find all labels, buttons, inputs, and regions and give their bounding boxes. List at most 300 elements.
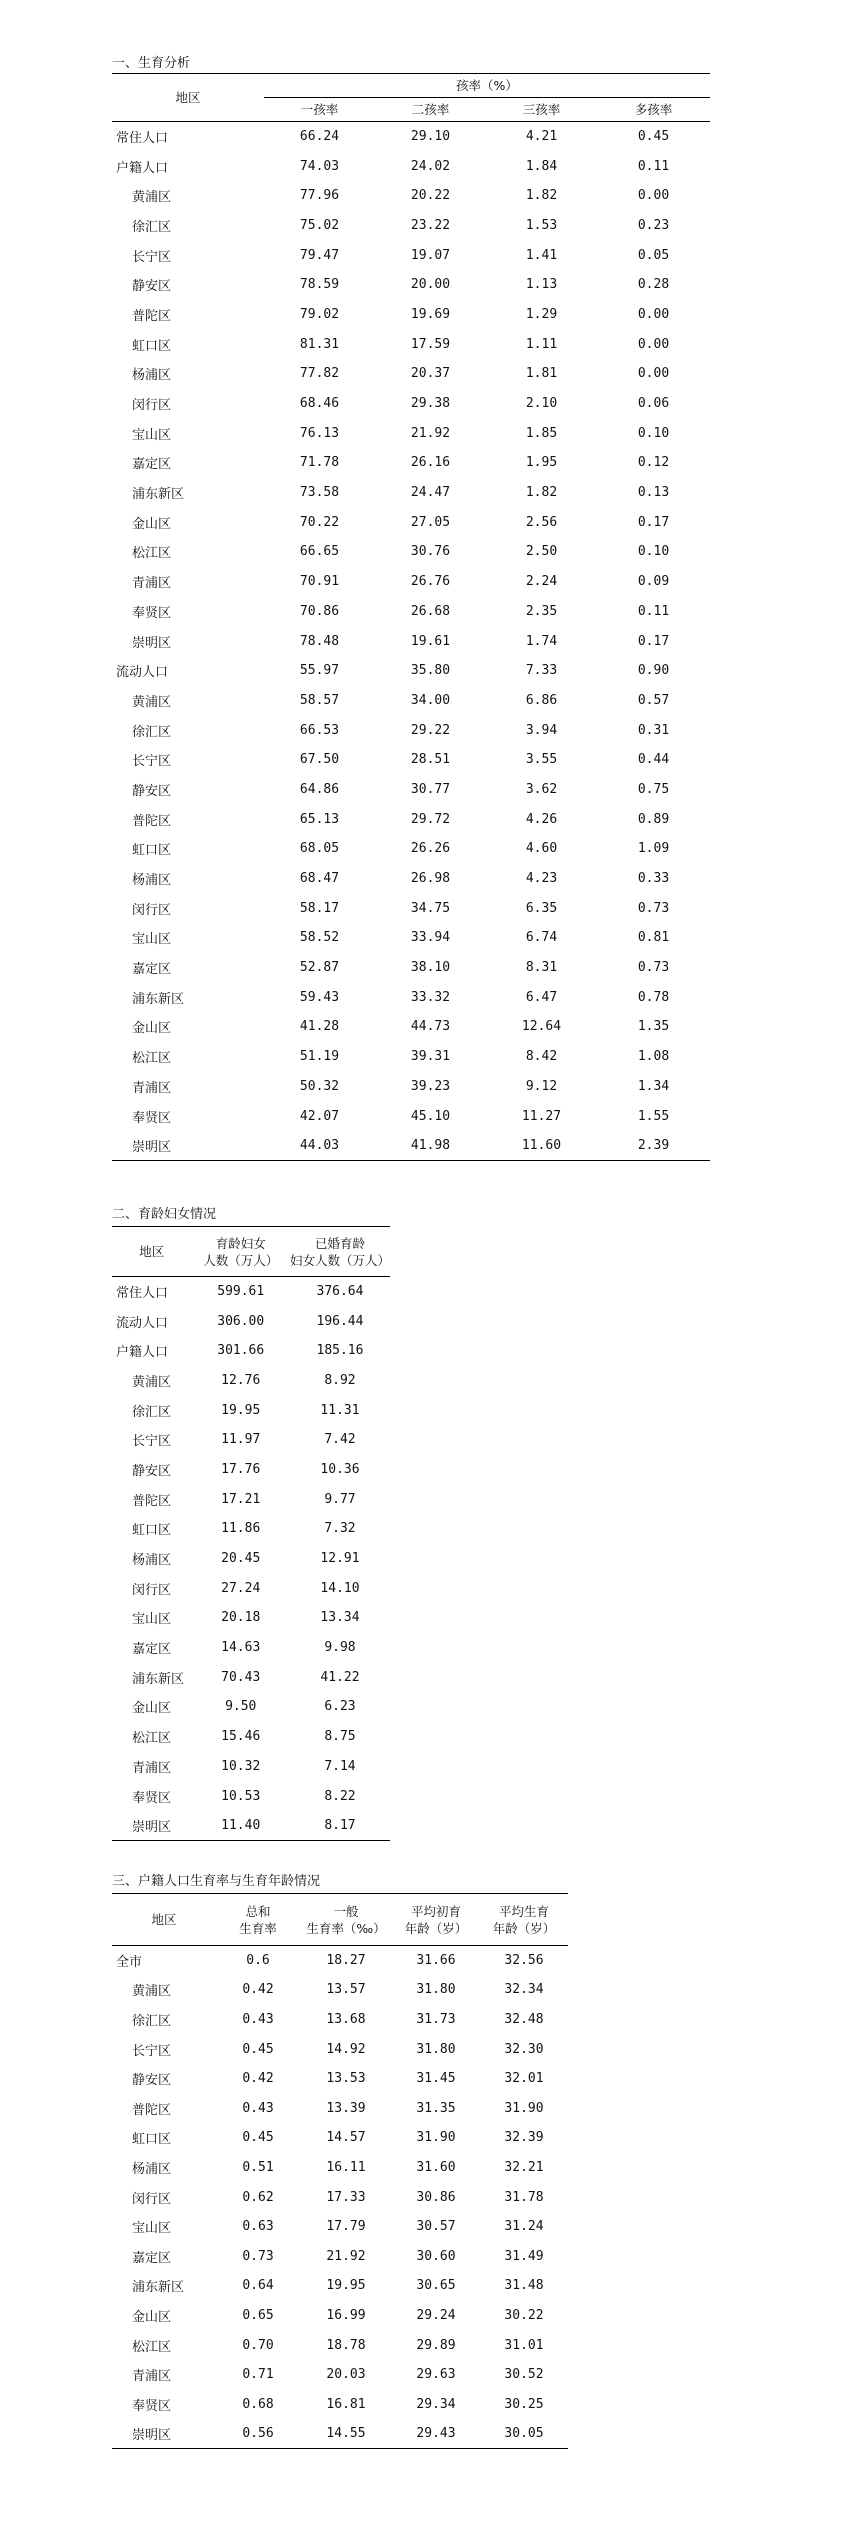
row-region-label: 宝山区 xyxy=(132,427,172,443)
row-region-label: 长宁区 xyxy=(132,2043,172,2059)
cell-value: 0.28 xyxy=(637,277,670,293)
cell-value: 73.58 xyxy=(299,485,340,501)
cell-value: 51.19 xyxy=(299,1049,340,1065)
cell-value: 68.05 xyxy=(299,841,340,857)
row-region-label: 流动人口 xyxy=(116,665,169,681)
table-row xyxy=(112,1395,390,1425)
cell-value: 3.55 xyxy=(525,752,558,768)
cell-value: 35.80 xyxy=(410,663,451,679)
table-row xyxy=(112,1306,390,1336)
row-region-label: 金山区 xyxy=(132,1701,172,1717)
section1-title: 一、生育分析 xyxy=(112,56,191,71)
cell-value: 77.82 xyxy=(299,366,340,382)
cell-value: 39.23 xyxy=(410,1078,451,1094)
table-row xyxy=(112,1781,390,1811)
cell-value: 9.98 xyxy=(324,1640,356,1656)
cell-value: 0.00 xyxy=(637,366,670,382)
table-row xyxy=(112,1072,710,1102)
table-row xyxy=(112,211,710,241)
cell-value: 31.45 xyxy=(416,2071,456,2087)
cell-value: 2.50 xyxy=(525,544,558,560)
cell-value: 7.32 xyxy=(324,1521,356,1537)
cell-value: 13.53 xyxy=(326,2071,366,2087)
cell-value: 11.40 xyxy=(192,1811,290,1841)
cell-value: 30.22 xyxy=(504,2307,544,2323)
table-row xyxy=(112,389,710,419)
header-col-1: 一般 生育率（‰） xyxy=(300,1894,392,1946)
cell-value: 0.56 xyxy=(216,2419,300,2449)
cell-value: 11.31 xyxy=(320,1402,360,1418)
cell-value: 8.31 xyxy=(525,960,558,976)
cell-value: 66.53 xyxy=(299,722,340,738)
table-row xyxy=(112,745,710,775)
row-region-label: 浦东新区 xyxy=(132,991,185,1007)
cell-value: 30.77 xyxy=(410,781,451,797)
cell-value: 29.34 xyxy=(416,2396,456,2412)
cell-value: 27.05 xyxy=(410,514,451,530)
table-row xyxy=(112,893,710,923)
row-region-label: 闵行区 xyxy=(132,2191,172,2207)
cell-value: 44.03 xyxy=(264,1131,375,1161)
cell-value: 0.05 xyxy=(637,247,670,263)
cell-value: 52.87 xyxy=(299,960,340,976)
cell-value: 8.42 xyxy=(525,1049,558,1065)
cell-value: 4.21 xyxy=(525,129,558,145)
row-region-label: 长宁区 xyxy=(132,1434,172,1450)
cell-value: 1.95 xyxy=(525,455,558,471)
table-row xyxy=(112,2301,568,2331)
cell-value: 13.39 xyxy=(326,2100,366,2116)
header-region: 地区 xyxy=(112,1894,216,1946)
table-row xyxy=(112,2182,568,2212)
cell-value: 0.09 xyxy=(637,574,670,590)
cell-value: 31.01 xyxy=(504,2337,544,2353)
cell-value: 6.23 xyxy=(324,1699,356,1715)
cell-value: 21.92 xyxy=(410,425,451,441)
cell-value: 32.30 xyxy=(504,2041,544,2057)
row-region-label: 长宁区 xyxy=(132,249,172,265)
cell-value: 0.75 xyxy=(637,781,670,797)
cell-value: 32.21 xyxy=(504,2159,544,2175)
row-region-label: 金山区 xyxy=(132,516,172,532)
cell-value: 12.64 xyxy=(521,1019,562,1035)
cell-value: 11.97 xyxy=(221,1432,261,1448)
cell-value: 0.43 xyxy=(242,2011,274,2027)
cell-value: 0.06 xyxy=(637,396,670,412)
cell-value: 29.63 xyxy=(416,2367,456,2383)
row-region-label: 奉贤区 xyxy=(132,1790,172,1806)
cell-value: 33.32 xyxy=(410,989,451,1005)
cell-value: 9.50 xyxy=(225,1699,257,1715)
cell-value: 6.86 xyxy=(525,692,558,708)
table-row xyxy=(112,329,710,359)
header-col-1: 二孩率 xyxy=(375,98,486,122)
cell-value: 0.6 xyxy=(246,1953,270,1969)
cell-value: 19.61 xyxy=(410,633,451,649)
cell-value: 10.53 xyxy=(221,1788,261,1804)
cell-value: 14.63 xyxy=(221,1640,261,1656)
table-row xyxy=(112,240,710,270)
row-region-label: 静安区 xyxy=(132,783,172,799)
cell-value: 6.35 xyxy=(525,900,558,916)
cell-value: 59.43 xyxy=(299,989,340,1005)
cell-value: 19.95 xyxy=(221,1402,261,1418)
cell-value: 0.42 xyxy=(242,1982,274,1998)
cell-value: 4.23 xyxy=(525,871,558,887)
row-region-label: 黄浦区 xyxy=(132,1984,172,2000)
cell-value: 41.98 xyxy=(375,1131,486,1161)
cell-value: 30.60 xyxy=(416,2248,456,2264)
cell-value: 0.65 xyxy=(242,2307,274,2323)
section3-title: 三、户籍人口生育率与生育年龄情况 xyxy=(112,1874,321,1889)
table-row xyxy=(112,1484,390,1514)
cell-value: 2.24 xyxy=(525,574,558,590)
cell-value: 2.56 xyxy=(525,514,558,530)
cell-value: 31.48 xyxy=(504,2278,544,2294)
cell-value: 0.81 xyxy=(637,930,670,946)
cell-value: 0.45 xyxy=(637,129,670,145)
cell-value: 16.99 xyxy=(326,2307,366,2323)
row-region-label: 户籍人口 xyxy=(116,1345,169,1361)
cell-value: 70.86 xyxy=(299,603,340,619)
row-region-label: 户籍人口 xyxy=(116,160,169,176)
cell-value: 0.10 xyxy=(637,425,670,441)
cell-value: 32.56 xyxy=(504,1953,544,1969)
row-region-label: 虹口区 xyxy=(132,1523,172,1539)
row-region-label: 徐汇区 xyxy=(132,724,172,740)
cell-value: 11.27 xyxy=(521,1108,562,1124)
cell-value: 0.68 xyxy=(242,2396,274,2412)
cell-value: 75.02 xyxy=(299,217,340,233)
row-region-label: 徐汇区 xyxy=(132,2013,172,2029)
table-row xyxy=(112,686,710,716)
cell-value: 31.24 xyxy=(504,2219,544,2235)
cell-value: 14.57 xyxy=(326,2130,366,2146)
table-row xyxy=(112,1975,568,2005)
cell-value: 58.17 xyxy=(299,900,340,916)
table-row xyxy=(112,2064,568,2094)
cell-value: 28.51 xyxy=(410,752,451,768)
cell-value: 0.10 xyxy=(637,544,670,560)
row-region-label: 虹口区 xyxy=(132,338,172,354)
table-row xyxy=(112,567,710,597)
cell-value: 3.62 xyxy=(525,781,558,797)
table-row xyxy=(112,537,710,567)
row-region-label: 杨浦区 xyxy=(132,2161,172,2177)
row-region-label: 普陀区 xyxy=(132,2102,172,2118)
cell-value: 8.75 xyxy=(324,1729,356,1745)
fertility-age-table xyxy=(112,1893,568,2449)
cell-value: 1.34 xyxy=(637,1078,670,1094)
cell-value: 0.70 xyxy=(242,2337,274,2353)
cell-value: 38.10 xyxy=(410,960,451,976)
cell-value: 599.61 xyxy=(217,1284,265,1300)
row-region-label: 浦东新区 xyxy=(132,487,185,503)
cell-value: 1.11 xyxy=(525,336,558,352)
table-row xyxy=(112,1603,390,1633)
table-row xyxy=(112,2093,568,2123)
table-row xyxy=(112,1692,390,1722)
cell-value: 26.68 xyxy=(410,603,451,619)
row-region-label: 宝山区 xyxy=(132,1612,172,1628)
row-region-label: 流动人口 xyxy=(116,1315,169,1331)
cell-value: 0.23 xyxy=(637,217,670,233)
cell-value: 17.59 xyxy=(410,336,451,352)
cell-value: 81.31 xyxy=(299,336,340,352)
table-row xyxy=(112,982,710,1012)
row-region-label: 嘉定区 xyxy=(132,2250,172,2266)
cell-value: 0.78 xyxy=(637,989,670,1005)
header-col-3: 平均生育 年龄（岁） xyxy=(480,1894,568,1946)
row-region-label: 青浦区 xyxy=(132,576,172,592)
cell-value: 0.44 xyxy=(637,752,670,768)
cell-value: 29.38 xyxy=(410,396,451,412)
cell-value: 0.89 xyxy=(637,811,670,827)
cell-value: 301.66 xyxy=(217,1343,265,1359)
cell-value: 67.50 xyxy=(299,752,340,768)
cell-value: 17.33 xyxy=(326,2189,366,2205)
cell-value: 58.52 xyxy=(299,930,340,946)
table-row xyxy=(112,1514,390,1544)
cell-value: 29.22 xyxy=(410,722,451,738)
cell-value: 71.78 xyxy=(299,455,340,471)
fertility-rate-table xyxy=(112,73,710,1161)
cell-value: 17.21 xyxy=(221,1491,261,1507)
header-rate-group: 孩率（%） xyxy=(264,74,710,98)
cell-value: 66.65 xyxy=(299,544,340,560)
cell-value: 17.79 xyxy=(326,2219,366,2235)
table-row xyxy=(112,1811,390,1841)
table-row xyxy=(112,2034,568,2064)
table-row xyxy=(112,1366,390,1396)
cell-value: 70.43 xyxy=(221,1669,261,1685)
cell-value: 1.35 xyxy=(637,1019,670,1035)
cell-value: 32.48 xyxy=(504,2011,544,2027)
women-childbearing-age-table xyxy=(112,1226,390,1841)
row-region-label: 奉贤区 xyxy=(132,1110,172,1126)
cell-value: 79.02 xyxy=(299,306,340,322)
row-region-label: 虹口区 xyxy=(132,2132,172,2148)
table-row xyxy=(112,775,710,805)
cell-value: 0.31 xyxy=(637,722,670,738)
cell-value: 14.55 xyxy=(300,2419,392,2449)
cell-value: 21.92 xyxy=(326,2248,366,2264)
cell-value: 6.74 xyxy=(525,930,558,946)
cell-value: 16.11 xyxy=(326,2159,366,2175)
row-region-label: 崇明区 xyxy=(112,2419,216,2449)
cell-value: 30.65 xyxy=(416,2278,456,2294)
cell-value: 31.66 xyxy=(416,1953,456,1969)
cell-value: 26.26 xyxy=(410,841,451,857)
table-row xyxy=(112,2330,568,2360)
cell-value: 33.94 xyxy=(410,930,451,946)
table-row xyxy=(112,2005,568,2035)
table-row xyxy=(112,300,710,330)
cell-value: 30.52 xyxy=(504,2367,544,2383)
table-row xyxy=(112,656,710,686)
cell-value: 1.08 xyxy=(637,1049,670,1065)
row-region-label: 金山区 xyxy=(132,1021,172,1037)
cell-value: 15.46 xyxy=(221,1729,261,1745)
cell-value: 34.00 xyxy=(410,692,451,708)
cell-value: 30.25 xyxy=(504,2396,544,2412)
row-region-label: 虹口区 xyxy=(132,843,172,859)
cell-value: 0.45 xyxy=(242,2041,274,2057)
cell-value: 77.96 xyxy=(299,188,340,204)
table-row xyxy=(112,1455,390,1485)
cell-value: 29.89 xyxy=(416,2337,456,2353)
cell-value: 13.34 xyxy=(320,1610,360,1626)
cell-value: 14.92 xyxy=(326,2041,366,2057)
table-row xyxy=(112,1336,390,1366)
cell-value: 31.49 xyxy=(504,2248,544,2264)
cell-value: 29.10 xyxy=(410,129,451,145)
header-women-count: 育龄妇女 人数（万人） xyxy=(192,1227,290,1277)
cell-value: 10.32 xyxy=(221,1758,261,1774)
cell-value: 0.00 xyxy=(637,188,670,204)
cell-value: 20.18 xyxy=(221,1610,261,1626)
cell-value: 1.74 xyxy=(525,633,558,649)
cell-value: 0.17 xyxy=(637,633,670,649)
cell-value: 79.47 xyxy=(299,247,340,263)
cell-value: 27.24 xyxy=(221,1580,261,1596)
row-region-label: 崇明区 xyxy=(112,1811,192,1841)
table-row xyxy=(112,1131,710,1161)
cell-value: 0.11 xyxy=(637,158,670,174)
cell-value: 78.48 xyxy=(299,633,340,649)
table-row xyxy=(112,1752,390,1782)
table-row xyxy=(112,270,710,300)
cell-value: 30.76 xyxy=(410,544,451,560)
cell-value: 1.82 xyxy=(525,485,558,501)
row-region-label: 松江区 xyxy=(132,1731,172,1747)
cell-value: 20.37 xyxy=(410,366,451,382)
cell-value: 1.85 xyxy=(525,425,558,441)
table-row xyxy=(112,2241,568,2271)
table-row xyxy=(112,1573,390,1603)
table-row xyxy=(112,1946,568,1976)
row-region-label: 黄浦区 xyxy=(132,1374,172,1390)
header-region: 地区 xyxy=(112,1227,192,1277)
cell-value: 306.00 xyxy=(217,1313,265,1329)
table-row xyxy=(112,2153,568,2183)
cell-value: 7.42 xyxy=(324,1432,356,1448)
cell-value: 7.14 xyxy=(324,1758,356,1774)
cell-value: 4.60 xyxy=(525,841,558,857)
cell-value: 24.47 xyxy=(410,485,451,501)
cell-value: 55.97 xyxy=(299,663,340,679)
cell-value: 11.60 xyxy=(486,1131,597,1161)
cell-value: 0.12 xyxy=(637,455,670,471)
header-col-0: 一孩率 xyxy=(264,98,375,122)
row-region-label: 松江区 xyxy=(132,2339,172,2355)
table-row xyxy=(112,953,710,983)
table-row xyxy=(112,122,710,152)
cell-value: 3.94 xyxy=(525,722,558,738)
table-row xyxy=(112,864,710,894)
cell-value: 1.29 xyxy=(525,306,558,322)
row-region-label: 常住人口 xyxy=(116,1286,169,1302)
cell-value: 20.03 xyxy=(326,2367,366,2383)
cell-value: 9.12 xyxy=(525,1078,558,1094)
cell-value: 0.73 xyxy=(242,2248,274,2264)
cell-value: 41.22 xyxy=(320,1669,360,1685)
cell-value: 0.57 xyxy=(637,692,670,708)
cell-value: 17.76 xyxy=(221,1461,261,1477)
table-row xyxy=(112,1012,710,1042)
cell-value: 30.86 xyxy=(416,2189,456,2205)
cell-value: 30.05 xyxy=(480,2419,568,2449)
cell-value: 34.75 xyxy=(410,900,451,916)
row-region-label: 浦东新区 xyxy=(132,2280,185,2296)
cell-value: 65.13 xyxy=(299,811,340,827)
cell-value: 7.33 xyxy=(525,663,558,679)
row-region-label: 嘉定区 xyxy=(132,1642,172,1658)
cell-value: 1.09 xyxy=(637,841,670,857)
cell-value: 12.91 xyxy=(320,1551,360,1567)
table-row xyxy=(112,1101,710,1131)
cell-value: 68.46 xyxy=(299,396,340,412)
table-row xyxy=(112,834,710,864)
cell-value: 11.86 xyxy=(221,1521,261,1537)
row-region-label: 普陀区 xyxy=(132,308,172,324)
cell-value: 0.42 xyxy=(242,2071,274,2087)
row-region-label: 崇明区 xyxy=(112,1131,264,1161)
cell-value: 31.78 xyxy=(504,2189,544,2205)
row-region-label: 全市 xyxy=(116,1955,143,1971)
cell-value: 19.07 xyxy=(410,247,451,263)
cell-value: 13.68 xyxy=(326,2011,366,2027)
cell-value: 2.10 xyxy=(525,396,558,412)
table-row xyxy=(112,151,710,181)
cell-value: 32.39 xyxy=(504,2130,544,2146)
cell-value: 68.47 xyxy=(299,871,340,887)
cell-value: 58.57 xyxy=(299,692,340,708)
cell-value: 24.02 xyxy=(410,158,451,174)
row-region-label: 青浦区 xyxy=(132,2369,172,2385)
header-married-women-count: 已婚育龄 妇女人数（万人） xyxy=(290,1227,390,1277)
cell-value: 30.57 xyxy=(416,2219,456,2235)
table-row xyxy=(112,418,710,448)
cell-value: 19.69 xyxy=(410,306,451,322)
header-col-2: 平均初育 年龄（岁） xyxy=(392,1894,480,1946)
cell-value: 20.45 xyxy=(221,1551,261,1567)
row-region-label: 静安区 xyxy=(132,2073,172,2089)
cell-value: 1.41 xyxy=(525,247,558,263)
cell-value: 2.39 xyxy=(597,1131,710,1161)
cell-value: 0.00 xyxy=(637,336,670,352)
cell-value: 9.77 xyxy=(324,1491,356,1507)
cell-value: 4.26 xyxy=(525,811,558,827)
table-row xyxy=(112,181,710,211)
table-row xyxy=(112,1633,390,1663)
table-row xyxy=(112,359,710,389)
cell-value: 20.22 xyxy=(410,188,451,204)
cell-value: 0.11 xyxy=(637,603,670,619)
header-col-3: 多孩率 xyxy=(597,98,710,122)
section2-title: 二、育龄妇女情况 xyxy=(112,1207,217,1222)
cell-value: 1.84 xyxy=(525,158,558,174)
cell-value: 32.01 xyxy=(504,2071,544,2087)
cell-value: 31.80 xyxy=(416,1982,456,1998)
cell-value: 1.82 xyxy=(525,188,558,204)
row-region-label: 青浦区 xyxy=(132,1080,172,1096)
cell-value: 31.90 xyxy=(504,2100,544,2116)
table-row xyxy=(112,923,710,953)
cell-value: 0.17 xyxy=(637,514,670,530)
cell-value: 0.51 xyxy=(242,2159,274,2175)
table-row xyxy=(112,2212,568,2242)
